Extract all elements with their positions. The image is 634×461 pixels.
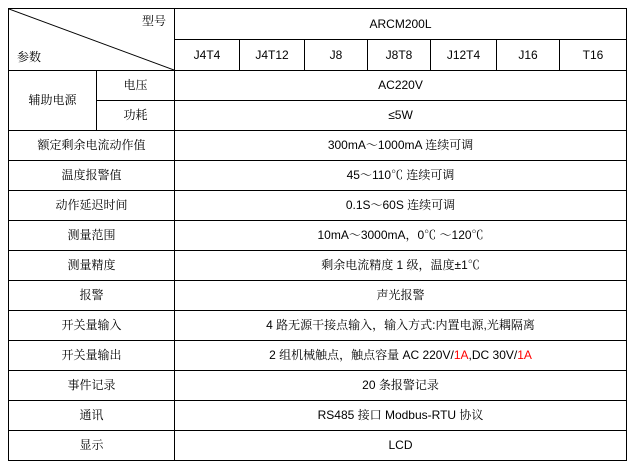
- table-row: [9, 371, 627, 401]
- row-value-power-consumption: ≤5W: [175, 101, 627, 131]
- row-value-digital-output: [175, 341, 627, 371]
- parameter-label: 参数: [17, 50, 42, 64]
- table-row: [9, 281, 627, 311]
- row-value-communication: RS485 接口 Modbus-RTU 协议: [175, 401, 627, 431]
- row-value-temperature-alarm: 45～110℃ 连续可调: [175, 161, 627, 191]
- row-label-event-record: 事件记录: [9, 371, 175, 401]
- row-label-display: 显示: [9, 431, 175, 461]
- row-value-display: LCD: [175, 431, 627, 461]
- row-label-residual-current: 额定剩余电流动作值: [9, 131, 175, 161]
- row-label-alarm: 报警: [9, 281, 175, 311]
- value-segment: 1A: [517, 348, 532, 362]
- model-variant-cell: J4T12: [240, 40, 305, 71]
- model-variant-cell: J16: [497, 40, 560, 71]
- model-variant-cell: T16: [560, 40, 627, 71]
- table-row: [9, 311, 627, 341]
- row-value-measurement-range: 10mA～3000mA，0℃ ～120℃: [175, 221, 627, 251]
- row-label-communication: 通讯: [9, 401, 175, 431]
- row-value-digital-input: 4 路无源干接点输入，输入方式:内置电源,光耦隔离: [175, 311, 627, 341]
- row-value-action-delay: 0.1S～60S 连续可调: [175, 191, 627, 221]
- row-label-measurement-accuracy: 测量精度: [9, 251, 175, 281]
- row-value-residual-current: 300mA～1000mA 连续可调: [175, 131, 627, 161]
- table-row: [9, 161, 627, 191]
- model-variant-cell: J12T4: [431, 40, 497, 71]
- value-segment: 2 组机械触点，触点容量 AC 220V/: [269, 348, 454, 362]
- row-label-measurement-range: 测量范围: [9, 221, 175, 251]
- table-row: [9, 101, 627, 131]
- row-sub-label-power-consumption: 功耗: [97, 101, 175, 131]
- table-row: [9, 191, 627, 221]
- row-label-digital-input: 开关量输入: [9, 311, 175, 341]
- row-value-measurement-accuracy: 剩余电流精度 1 级，温度±1℃: [175, 251, 627, 281]
- row-label-digital-output: 开关量输出: [9, 341, 175, 371]
- table-header-row-model: [9, 9, 627, 40]
- row-value-event-record: 20 条报警记录: [175, 371, 627, 401]
- table-row: [9, 221, 627, 251]
- row-label-temperature-alarm: 温度报警值: [9, 161, 175, 191]
- row-label-action-delay: 动作延迟时间: [9, 191, 175, 221]
- model-variant-cell: J4T4: [175, 40, 240, 71]
- product-name-cell: ARCM200L: [175, 9, 627, 40]
- row-value-voltage: AC220V: [175, 71, 627, 101]
- model-variant-cell: J8T8: [368, 40, 431, 71]
- table-row: [9, 341, 627, 371]
- specification-table: [8, 8, 627, 461]
- table-row: [9, 251, 627, 281]
- model-variant-cell: J8: [305, 40, 368, 71]
- row-value-alarm: 声光报警: [175, 281, 627, 311]
- table-row: [9, 401, 627, 431]
- table-row: [9, 71, 627, 101]
- row-group-label-aux-power: 辅助电源: [9, 71, 97, 131]
- value-segment: 1A: [453, 348, 469, 362]
- table-row: [9, 131, 627, 161]
- corner-header-cell: [9, 9, 175, 71]
- model-label: 型号: [141, 14, 166, 28]
- table-row: [9, 431, 627, 461]
- value-segment: ,DC 30V/: [468, 348, 518, 362]
- row-sub-label-voltage: 电压: [97, 71, 175, 101]
